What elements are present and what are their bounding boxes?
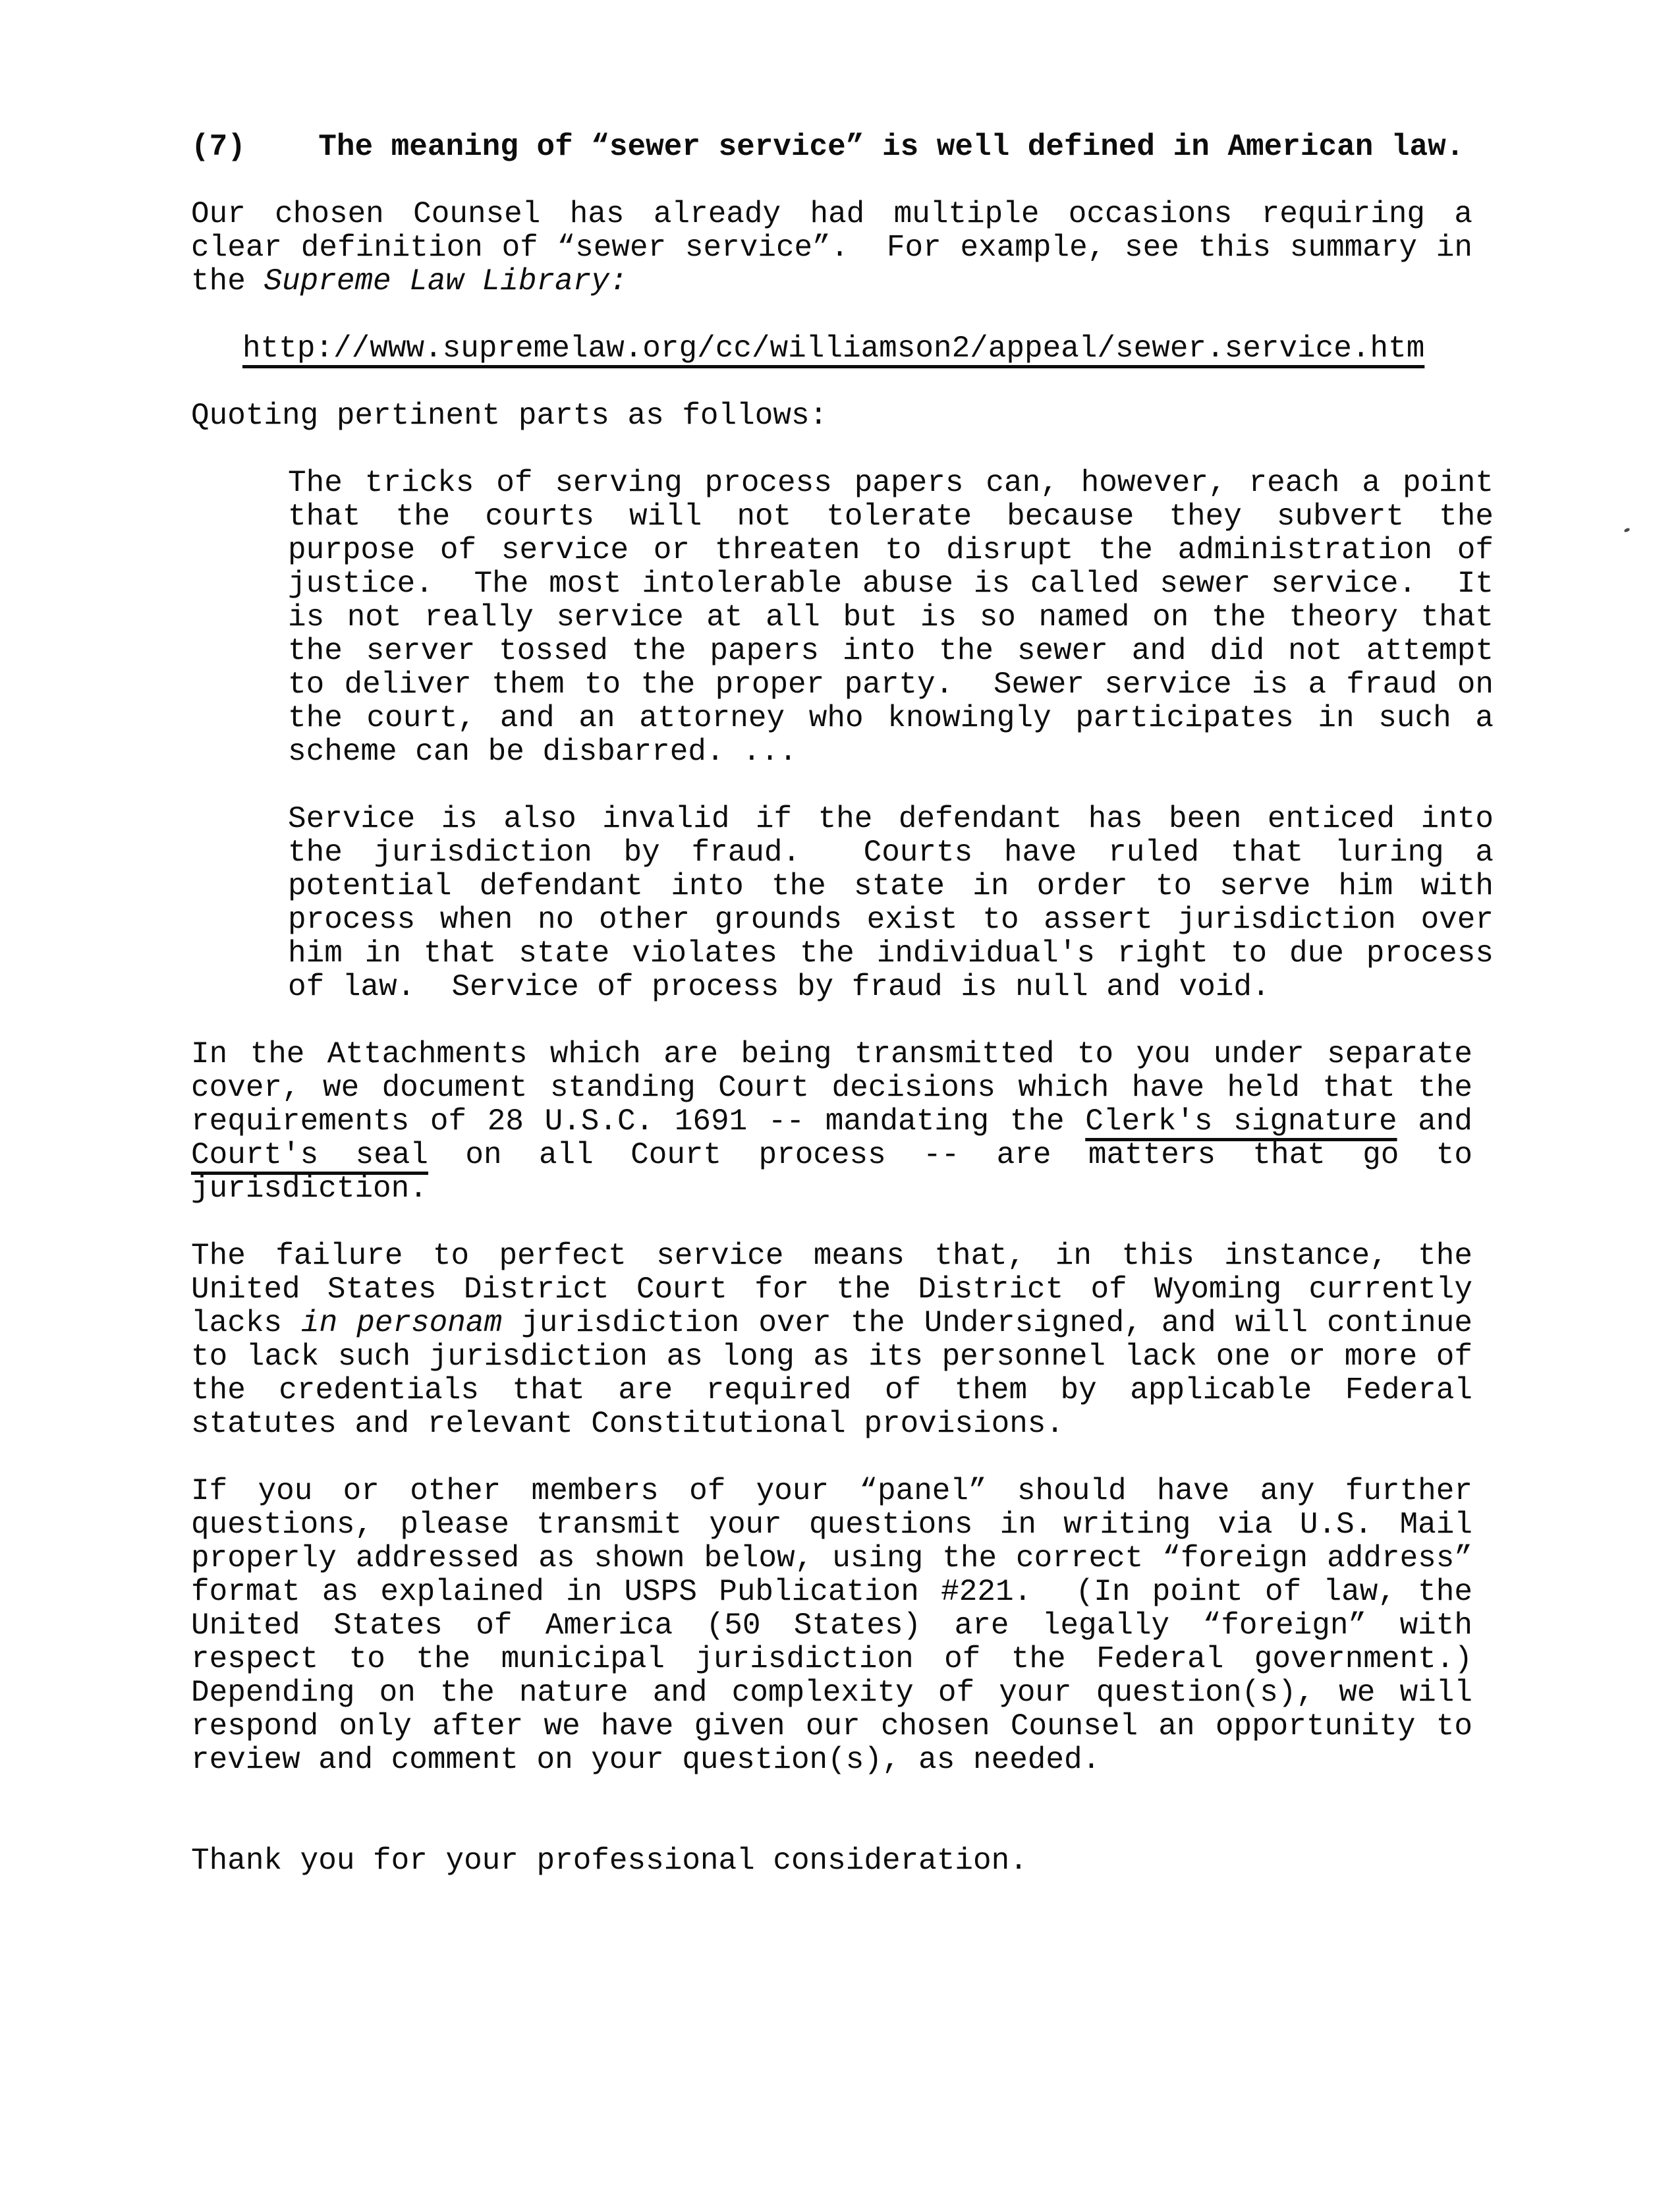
blockquote-sewer-service-line [288,635,1494,668]
document-content [191,130,1494,1878]
blockquote-sewer-service [288,467,1494,769]
blockquote-sewer-service-line [288,500,1494,534]
paragraph-failure-to-perfect-line [191,1239,1472,1273]
blockquote-fraud-jurisdiction-line [288,836,1494,870]
paragraph-questions-line [191,1710,1472,1743]
paragraph-failure-to-perfect-line [191,1273,1472,1307]
text-run: The failure to perfect service means that, in this instance, the [191,1239,1472,1273]
text-run: review and comment on your question(s), as needed. [191,1743,1101,1777]
text-run: the jurisdiction by fraud. Courts have ruled that luring a [288,836,1494,870]
text-run: in personam [301,1306,503,1340]
text-run: statutes and relevant Constitutional provisions. [191,1407,1065,1441]
text-run: the court, and an attorney who knowingly participates in such a [288,701,1494,735]
paragraph-failure-to-perfect [191,1239,1472,1441]
closing-line-line [191,1844,1472,1878]
paragraph-questions-line [191,1676,1472,1710]
paragraph-attachments-line [191,1071,1472,1105]
text-run: cover, we document standing Court decisions which have held that the [191,1071,1472,1105]
text-run: scheme can be disbarred. ... [288,735,797,769]
section-heading [191,130,1472,164]
paragraph-attachments-line [191,1105,1472,1139]
text-run: to lack such jurisdiction as long as its personnel lack one or more of [191,1340,1472,1374]
text-run: questions, please transmit your questions in writing via U.S. Mail [191,1508,1472,1542]
text-run: clear definition of “sewer service”. For example, see this summary in [191,231,1472,265]
text-run: Clerk's signature [1085,1104,1397,1139]
text-run: potential defendant into the state in order to serve him with [288,869,1494,903]
paragraph-failure-to-perfect-line [191,1307,1472,1340]
blockquote-fraud-jurisdiction-line [288,903,1494,937]
text-run: him in that state violates the individual's right to due process [288,936,1494,971]
text-run: jurisdiction over the Undersigned, and will continue [502,1306,1472,1340]
blockquote-fraud-jurisdiction-line [288,803,1494,836]
text-run: Court's seal [191,1138,429,1172]
text-run: to deliver them to the proper party. Sewer service is a fraud on [288,667,1494,702]
paragraph-intro-line [191,265,1472,298]
blockquote-fraud-jurisdiction-line [288,937,1494,971]
blockquote-fraud-jurisdiction [288,803,1494,1004]
url-line-line [242,332,1472,366]
paragraph-questions-line [191,1575,1472,1609]
text-run: and [1397,1104,1473,1139]
paragraph-questions-line [191,1475,1472,1508]
text-run: is not really service at all but is so named on the theory that [288,600,1494,635]
text-run: (7) The meaning of “sewer service” is well defined in American law. [191,130,1465,164]
text-run: that the courts will not tolerate because they subvert the [288,499,1494,534]
paragraph-attachments-line [191,1139,1472,1172]
text-run: Supreme Law Library: [264,264,628,298]
text-run: Service is also invalid if the defendant has been enticed into [288,802,1494,836]
paragraph-failure-to-perfect-line [191,1407,1472,1441]
text-run: on all Court process -- are matters that go to [428,1138,1472,1172]
text-run: jurisdiction. [191,1172,428,1206]
text-run: The tricks of serving process papers can, however, reach a point [288,466,1494,500]
paragraph-questions [191,1475,1472,1777]
blockquote-sewer-service-line [288,735,1494,769]
closing-line [191,1844,1472,1878]
text-run: Quoting pertinent parts as follows: [191,399,828,433]
blockquote-fraud-jurisdiction-line [288,870,1494,903]
text-run: requirements of 28 U.S.C. 1691 -- mandating the [191,1104,1086,1139]
paragraph-questions-line [191,1743,1472,1777]
text-run: process when no other grounds exist to assert jurisdiction over [288,903,1494,937]
text-run: Depending on the nature and complexity of your question(s), we will [191,1676,1472,1710]
paragraph-quoting-lead [191,399,1472,433]
blockquote-sewer-service-line [288,534,1494,567]
paragraph-failure-to-perfect-line [191,1374,1472,1407]
text-run: the credentials that are required of them by applicable Federal [191,1373,1472,1407]
text-run: United States District Court for the District of Wyoming currently [191,1272,1472,1307]
blockquote-sewer-service-line [288,668,1494,702]
paragraph-questions-line [191,1609,1472,1643]
paragraph-questions-line [191,1508,1472,1542]
text-run: Our chosen Counsel has already had multiple occasions requiring a [191,197,1472,231]
text-run: properly addressed as shown below, using the correct “foreign address” [191,1541,1472,1575]
paragraph-intro-line [191,231,1472,265]
text-run: lacks [191,1306,302,1340]
text-run: the server tossed the papers into the sewer and did not attempt [288,634,1494,668]
paragraph-attachments-line [191,1172,1472,1206]
blockquote-sewer-service-line [288,567,1494,601]
text-run: If you or other members of your “panel” should have any further [191,1474,1472,1508]
paragraph-questions-line [191,1643,1472,1676]
url-line [242,332,1472,366]
paragraph-questions-line [191,1542,1472,1575]
paragraph-intro [191,198,1472,298]
blockquote-fraud-jurisdiction-line [288,971,1494,1004]
text-run: justice. The most intolerable abuse is called sewer service. It [288,567,1494,601]
text-run: Thank you for your professional consideration. [191,1844,1028,1878]
blockquote-sewer-service-line [288,467,1494,500]
paragraph-failure-to-perfect-line [191,1340,1472,1374]
section-heading-line [191,130,1472,164]
text-run: http://www.supremelaw.org/cc/williamson2/appeal/sewer.service.htm [242,331,1425,366]
blockquote-sewer-service-line [288,702,1494,735]
text-run: In the Attachments which are being transmitted to you under separate [191,1037,1472,1071]
text-run: format as explained in USPS Publication #221. (In point of law, the [191,1575,1472,1609]
text-run: purpose of service or threaten to disrupt the administration of [288,533,1494,567]
paragraph-quoting-lead-line [191,399,1472,433]
text-run: respect to the municipal jurisdiction of the Federal government.) [191,1642,1472,1676]
scan-speck [1623,527,1630,532]
text-run: United States of America (50 States) are legally “foreign” with [191,1608,1472,1643]
text-run: respond only after we have given our chosen Counsel an opportunity to [191,1709,1472,1743]
blockquote-sewer-service-line [288,601,1494,635]
paragraph-intro-line [191,198,1472,231]
paragraph-attachments [191,1038,1472,1206]
paragraph-attachments-line [191,1038,1472,1071]
text-run: of law. Service of process by fraud is null and void. [288,970,1270,1004]
text-run: the [191,264,264,298]
